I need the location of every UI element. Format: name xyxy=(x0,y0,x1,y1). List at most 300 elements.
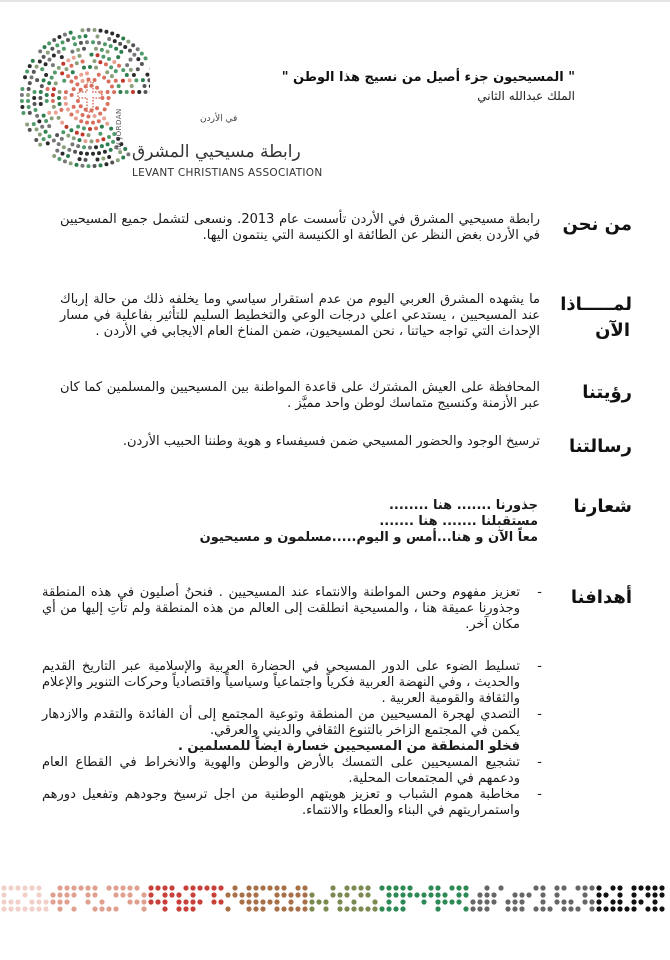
logo-dot xyxy=(93,114,97,118)
logo-dot xyxy=(106,90,110,94)
logo-dot xyxy=(94,145,98,149)
band-dot xyxy=(596,906,601,911)
dotted-circle-logo-icon xyxy=(20,18,150,188)
logo-dot xyxy=(45,99,49,103)
logo-dot xyxy=(95,158,99,162)
logo-dot xyxy=(92,59,96,63)
band-dot xyxy=(64,885,69,890)
logo-dot xyxy=(106,50,110,54)
logo-dot xyxy=(129,68,133,72)
logo-dot xyxy=(86,77,90,81)
band-dot xyxy=(183,906,188,911)
logo-dot xyxy=(75,131,79,135)
band-dot xyxy=(435,892,440,897)
logo-dot xyxy=(109,44,113,48)
logo-dot xyxy=(66,108,70,112)
band-dot xyxy=(596,885,601,890)
logo-dot xyxy=(141,78,145,82)
logo-dot xyxy=(72,87,76,91)
band-dot xyxy=(1,892,6,897)
logo-dot xyxy=(66,38,70,42)
logo-dot xyxy=(76,144,80,148)
logo-dot xyxy=(50,47,54,51)
logo-dot xyxy=(33,102,37,106)
band-dot xyxy=(610,899,615,904)
logo-dot xyxy=(116,34,120,38)
logo-dot xyxy=(105,70,109,74)
band-dot xyxy=(176,892,181,897)
band-dot xyxy=(274,906,279,911)
logo-dot xyxy=(98,112,102,116)
logo-dot xyxy=(57,50,61,54)
logo-dot xyxy=(91,121,95,125)
band-dot xyxy=(127,885,132,890)
band-dot xyxy=(260,885,265,890)
slogan-lines xyxy=(58,498,538,546)
band-dot xyxy=(421,899,426,904)
band-dot xyxy=(211,892,216,897)
logo-dot xyxy=(104,162,108,166)
logo-dot xyxy=(114,47,118,51)
logo-dot xyxy=(40,67,44,71)
logo-dot xyxy=(38,132,42,136)
logo-dot xyxy=(79,73,83,77)
band-dot xyxy=(393,906,398,911)
logo-dot xyxy=(55,43,59,47)
band-dot xyxy=(162,892,167,897)
logo-dot xyxy=(28,81,32,85)
band-dot xyxy=(379,906,384,911)
band-dot xyxy=(71,892,76,897)
band-dot xyxy=(78,885,83,890)
goals-list xyxy=(42,585,542,819)
logo-dot xyxy=(63,96,67,100)
band-dot xyxy=(148,885,153,890)
band-dot xyxy=(561,906,566,911)
logo-dot xyxy=(27,87,31,91)
logo-dot xyxy=(117,64,121,68)
goal-text: مخاطبة هموم الشباب و تعزيز هويتهم الوطنية من اجل ترسيخ وجودهم وتفعيل دورهم واستمراريتهم في البناء والعطاء والانتماء. xyxy=(42,787,520,818)
band-dot xyxy=(547,906,552,911)
logo-dot xyxy=(136,57,140,61)
band-dot xyxy=(225,892,230,897)
band-dot xyxy=(351,906,356,911)
logo-dot xyxy=(51,99,55,103)
slogan-line: معاً الآن و هنا...أمس و اليوم.....مسلمون و مسيحيون xyxy=(199,530,538,545)
logo-dot xyxy=(72,105,76,109)
band-dot xyxy=(113,892,118,897)
logo-dot xyxy=(85,40,89,44)
logo-dot xyxy=(72,36,76,40)
logo-dot xyxy=(75,61,79,65)
logo-dot xyxy=(78,157,82,161)
logo-dot xyxy=(39,102,43,106)
band-dot xyxy=(309,906,314,911)
band-dot xyxy=(393,892,398,897)
band-dot xyxy=(57,885,62,890)
band-dot xyxy=(456,899,461,904)
logo-dot xyxy=(25,70,29,74)
logo-dot xyxy=(52,154,56,158)
band-dot xyxy=(155,899,160,904)
band-dot xyxy=(379,885,384,890)
band-dot xyxy=(267,899,272,904)
bullet-dash: - xyxy=(537,707,542,722)
logo-dot xyxy=(42,55,46,59)
logo-dot xyxy=(69,64,73,68)
logo-dot xyxy=(83,139,87,143)
logo-dot xyxy=(60,55,64,59)
logo-dot xyxy=(88,146,92,150)
band-dot xyxy=(554,885,559,890)
logo-dot xyxy=(101,55,105,59)
band-dot xyxy=(414,892,419,897)
logo-name-ar: رابطة مسيحيي المشرق xyxy=(132,142,301,162)
bullet-dash: - xyxy=(537,585,542,600)
logo-dot xyxy=(121,36,125,40)
band-dot xyxy=(134,885,139,890)
logo-dot xyxy=(47,41,51,45)
logo-dot xyxy=(64,90,68,94)
logo-dot xyxy=(50,116,54,120)
band-dot xyxy=(624,906,629,911)
band-dot xyxy=(435,885,440,890)
logo-dot xyxy=(28,64,32,68)
logo-dot xyxy=(60,137,64,141)
band-dot xyxy=(43,899,48,904)
logo-dot xyxy=(79,119,83,123)
band-dot xyxy=(582,885,587,890)
band-dot xyxy=(197,899,202,904)
slogan-line: جذورنا ....... هنا ........ xyxy=(388,498,538,513)
band-dot xyxy=(617,885,622,890)
logo-dot xyxy=(46,51,50,55)
band-dot xyxy=(533,906,538,911)
logo-dot xyxy=(79,151,83,155)
band-dot xyxy=(113,906,118,911)
band-dot xyxy=(197,885,202,890)
band-dot xyxy=(316,899,321,904)
logo-dot xyxy=(42,137,46,141)
goal-text: تسليط الضوء على الدور المسيحي في الحضارة العربية والإسلامية عبر التاريخ القديم والحديث ، وفي النهضة العربية فكرياً واجتماعياً وسياسياً واقتصادياً وحركات التنوير والإعلام والثقافة والقومية العربية . xyxy=(42,659,520,706)
logo-dot xyxy=(20,93,24,97)
logo-dot xyxy=(116,158,120,162)
logo-dot xyxy=(31,59,35,63)
band-dot xyxy=(652,899,657,904)
band-dot xyxy=(505,899,510,904)
band-dot xyxy=(274,899,279,904)
logo-dot xyxy=(42,114,46,118)
band-dot xyxy=(400,892,405,897)
logo-dot xyxy=(62,47,66,51)
logo-dot xyxy=(96,53,100,57)
logo-dot xyxy=(81,60,85,64)
band-dot xyxy=(155,885,160,890)
band-dot xyxy=(659,892,664,897)
logo-dot xyxy=(21,111,25,115)
logo-dot xyxy=(20,105,24,109)
logo-dot xyxy=(44,130,48,134)
band-dot xyxy=(365,906,370,911)
section-title: شعارنا xyxy=(573,496,632,517)
logo-dot xyxy=(97,73,101,77)
logo-dot xyxy=(95,34,99,38)
logo-dot xyxy=(34,108,38,112)
band-dot xyxy=(386,892,391,897)
logo-dot xyxy=(64,102,68,106)
logo-dot xyxy=(131,90,135,94)
band-dot xyxy=(36,885,41,890)
band-dot xyxy=(225,906,230,911)
band-dot xyxy=(15,899,20,904)
band-dot xyxy=(183,885,188,890)
logo-dot xyxy=(84,158,88,162)
logo-dot xyxy=(47,124,51,128)
logo-dot xyxy=(107,96,111,100)
band-dot xyxy=(71,906,76,911)
logo-dot xyxy=(45,93,49,97)
logo-dot xyxy=(32,70,36,74)
logo-dot xyxy=(73,42,77,46)
logo-dot xyxy=(86,164,90,168)
logo-dot xyxy=(78,54,82,58)
band-dot xyxy=(561,885,566,890)
logo-dot xyxy=(76,99,80,103)
goal-text: تشجيع المسيحيين على التمسك بالأرض والوطن والهوية والانخراط في القطاع العام ودعمهم في المجتمعات المحلية. xyxy=(42,755,520,786)
logo-dot xyxy=(91,152,95,156)
band-dot xyxy=(176,906,181,911)
logo-dot xyxy=(125,63,129,67)
band-dot xyxy=(43,906,48,911)
logo-dot xyxy=(66,58,70,62)
logo-dot xyxy=(103,150,107,154)
band-dot xyxy=(92,906,97,911)
logo-dot xyxy=(76,125,80,129)
band-dot xyxy=(435,899,440,904)
logo-dot xyxy=(57,157,61,161)
logo-dot xyxy=(47,58,51,62)
logo-dot xyxy=(125,73,129,77)
band-dot xyxy=(372,906,377,911)
logo-dot xyxy=(32,122,36,126)
logo-dot xyxy=(30,75,34,79)
logo-dot xyxy=(90,53,94,57)
band-dot xyxy=(141,892,146,897)
logo-dot xyxy=(63,159,67,163)
band-dot xyxy=(484,899,489,904)
band-dot xyxy=(337,906,342,911)
logo-dot xyxy=(27,105,31,109)
band-dot xyxy=(253,906,258,911)
band-dot xyxy=(8,899,13,904)
band-dot xyxy=(477,892,482,897)
band-dot xyxy=(526,892,531,897)
band-dot xyxy=(617,892,622,897)
logo-dot xyxy=(136,67,140,71)
band-dot xyxy=(253,885,258,890)
logo-dot xyxy=(85,121,89,125)
band-dot xyxy=(519,892,524,897)
band-dot xyxy=(337,892,342,897)
logo-dot xyxy=(80,28,84,32)
logo-dot xyxy=(140,62,144,66)
logo-dot xyxy=(46,141,50,145)
band-dot xyxy=(190,892,195,897)
band-dot xyxy=(127,892,132,897)
band-dot xyxy=(330,892,335,897)
band-dot xyxy=(491,892,496,897)
band-dot xyxy=(330,885,335,890)
logo-dot xyxy=(57,35,61,39)
logo-dot xyxy=(37,119,41,123)
band-dot xyxy=(29,899,34,904)
quote-author: الملك عبدالله الثاني xyxy=(477,89,575,103)
band-dot xyxy=(589,899,594,904)
logo-dot xyxy=(104,30,108,34)
logo-dot xyxy=(110,84,114,88)
logo-dot xyxy=(118,42,122,46)
band-dot xyxy=(463,892,468,897)
association-logo xyxy=(20,18,323,179)
band-dot xyxy=(246,892,251,897)
band-dot xyxy=(449,885,454,890)
band-dot xyxy=(596,892,601,897)
section-body: ما يشهده المشرق العربي اليوم من عدم استقرار سياسي وما يخلفه ذلك من حالة إرباك عند المسيحيين ، يستدعي اعلي درجات الوعي والتخطيط السليم للتأثير بفاعلية في مسار الإحداث التي تواجه حياتنا ، نحن المسيحيون، ضمن المناخ العام الايجابي في الأردن . xyxy=(60,292,540,339)
logo-dot xyxy=(125,90,129,94)
logo-dot xyxy=(75,110,79,114)
logo-dot xyxy=(91,40,95,44)
logo-in-jordan-en: IN JORDAN xyxy=(115,108,123,150)
band-dot xyxy=(260,906,265,911)
band-dot xyxy=(435,906,440,911)
band-dot xyxy=(99,906,104,911)
band-dot xyxy=(302,892,307,897)
band-dot xyxy=(645,892,650,897)
band-dot xyxy=(239,899,244,904)
band-dot xyxy=(309,892,314,897)
band-dot xyxy=(484,885,489,890)
band-dot xyxy=(141,899,146,904)
logo-dot xyxy=(118,150,122,154)
band-dot xyxy=(428,885,433,890)
band-dot xyxy=(344,885,349,890)
logo-dot xyxy=(69,161,73,165)
band-dot xyxy=(477,906,482,911)
band-dot xyxy=(484,892,489,897)
logo-dot xyxy=(109,65,113,69)
king-quote xyxy=(255,70,575,103)
band-dot xyxy=(162,899,167,904)
band-dot xyxy=(540,892,545,897)
band-dot xyxy=(120,885,125,890)
band-dot xyxy=(470,906,475,911)
logo-dot xyxy=(147,78,150,82)
logo-dot xyxy=(52,38,56,42)
logo-dot xyxy=(51,63,55,67)
band-dot xyxy=(582,892,587,897)
logo-dot xyxy=(34,138,38,142)
logo-dot xyxy=(94,47,98,51)
logo-dot xyxy=(75,82,79,86)
band-dot xyxy=(519,899,524,904)
logo-dot xyxy=(84,34,88,38)
logo-dot xyxy=(55,149,59,153)
band-dot xyxy=(554,899,559,904)
band-dot xyxy=(652,906,657,911)
logo-dot xyxy=(79,41,83,45)
logo-dot xyxy=(25,122,29,126)
logo-dot xyxy=(140,52,144,56)
logo-dot xyxy=(100,144,104,148)
band-dot xyxy=(57,899,62,904)
logo-dot xyxy=(62,79,66,83)
logo-dot xyxy=(72,136,76,140)
logo-dot xyxy=(61,40,65,44)
logo-dot xyxy=(143,90,147,94)
logo-dot xyxy=(81,132,85,136)
logo-dot xyxy=(85,71,89,75)
logo-dot xyxy=(38,143,42,147)
band-dot xyxy=(631,899,636,904)
band-dot xyxy=(463,906,468,911)
slogan-line: مستقبلنا ....... هنا ....... xyxy=(379,514,538,529)
band-dot xyxy=(295,906,300,911)
band-dot xyxy=(393,885,398,890)
logo-dot xyxy=(28,111,32,115)
band-dot xyxy=(400,906,405,911)
logo-dot xyxy=(69,31,73,35)
band-dot xyxy=(540,899,545,904)
goal-item xyxy=(42,585,542,633)
logo-dot xyxy=(96,139,100,143)
band-dot xyxy=(22,906,27,911)
band-dot xyxy=(253,899,258,904)
logo-dot xyxy=(137,90,141,94)
logo-dot xyxy=(109,127,113,131)
logo-dot xyxy=(61,152,65,156)
logo-dot xyxy=(149,84,150,88)
band-dot xyxy=(442,892,447,897)
logo-dot xyxy=(20,87,24,91)
logo-dot xyxy=(136,47,140,51)
band-dot xyxy=(183,899,188,904)
logo-dot xyxy=(40,84,44,88)
bullet-dash: - xyxy=(537,659,542,674)
band-dot xyxy=(652,892,657,897)
logo-dot xyxy=(88,127,92,131)
logo-dot xyxy=(105,122,109,126)
band-dot xyxy=(106,906,111,911)
logo-dot xyxy=(70,50,74,54)
band-dot xyxy=(554,892,559,897)
band-dot xyxy=(85,899,90,904)
logo-dot xyxy=(134,78,138,82)
logo-dot xyxy=(70,93,74,97)
logo-dot xyxy=(121,156,125,160)
logo-dot xyxy=(74,116,78,120)
logo-dot xyxy=(54,111,58,115)
band-dot xyxy=(1,906,6,911)
goal-item xyxy=(42,659,542,707)
band-dot xyxy=(638,885,643,890)
logo-dot xyxy=(59,108,63,112)
logo-dot xyxy=(35,78,39,82)
band-dot xyxy=(36,899,41,904)
band-dot xyxy=(386,885,391,890)
goal-item xyxy=(42,787,542,819)
band-dot xyxy=(519,906,524,911)
logo-dot xyxy=(47,134,51,138)
